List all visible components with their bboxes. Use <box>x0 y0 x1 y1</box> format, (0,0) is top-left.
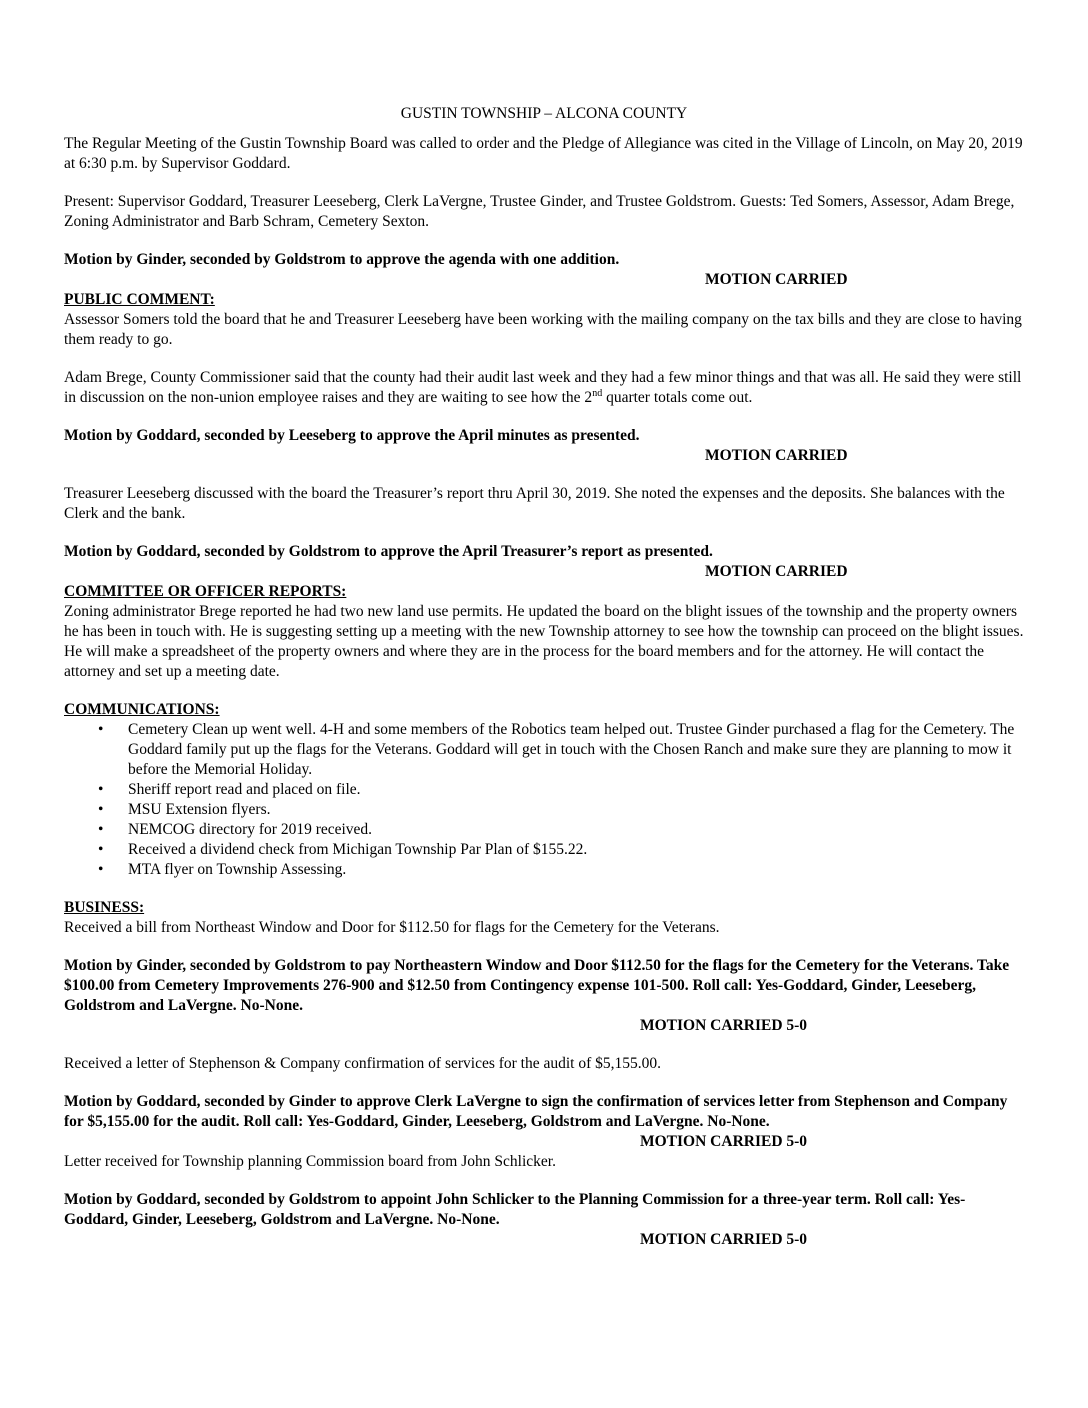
motion-carried-vote-label: MOTION CARRIED 5-0 <box>640 1231 808 1248</box>
commissioner-text-end: quarter totals come out. <box>602 389 753 406</box>
public-comment-heading: PUBLIC COMMENT: <box>64 291 215 308</box>
communications-list <box>64 720 1024 880</box>
business-planning-letter: Letter received for Township planning Commission board from John Schlicker. <box>64 1153 556 1170</box>
business-heading: BUSINESS: <box>64 899 145 916</box>
motion-carried-vote-label: MOTION CARRIED 5-0 <box>640 1133 808 1150</box>
minutes-page <box>64 104 1024 1250</box>
motion-minutes: Motion by Goddard, seconded by Leeseberg to approve the April minutes as presented. <box>64 427 640 444</box>
motion-carried-vote-label: MOTION CARRIED 5-0 <box>640 1017 808 1034</box>
business-audit-paragraph: Received a letter of Stephenson & Company confirmation of services for the audit of $5,155.00. <box>64 1055 662 1072</box>
motion-carried-label: MOTION CARRIED <box>705 563 848 580</box>
treasurer-report-paragraph: Treasurer Leeseberg discussed with the board the Treasurer’s report thru April 30, 2019. She noted the expenses and the deposits. She balances with the Clerk and the bank. <box>64 485 1005 522</box>
bullet-icon: • <box>98 821 104 838</box>
motion-audit-confirmation: Motion by Goddard, seconded by Ginder to approve Clerk LaVergne to sign the confirmation of services letter from Stephenson and Company for $5,155.00 for the audit. Roll call: Yes-Goddard, Ginder, Leeseberg, Goldstrom and LaVergne. No-None. <box>64 1093 1008 1130</box>
motion-pay-bill: Motion by Ginder, seconded by Goldstrom to pay Northeastern Window and Door $112.50 for the flags for the Cemetery for the Veterans. Take $100.00 from Cemetery Improvements 276-900 and $12.50 from Contingency expense 101-500. Roll call: Yes-Goddard, Ginder, Leeseberg, Goldstrom and LaVergne. No-None. <box>64 957 1010 1014</box>
committee-reports-heading: COMMITTEE OR OFFICER REPORTS: <box>64 583 347 600</box>
bullet-icon: • <box>98 841 104 858</box>
list-item: • Sheriff report read and placed on file. <box>98 781 361 798</box>
list-item: • MTA flyer on Township Assessing. <box>98 861 347 878</box>
communications-heading: COMMUNICATIONS: <box>64 701 220 718</box>
list-item: • Cemetery Clean up went well. 4-H and some members of the Robotics team helped out. Trustee Ginder purchased a flag for the Cemetery. The Goddard family put up the flags for the Veterans. Goddard will get in touch with the Chosen Ranch and make sure they are planning to mow it before the Memorial Holiday. <box>98 721 1015 778</box>
attendance-paragraph: Present: Supervisor Goddard, Treasurer Leeseberg, Clerk LaVergne, Trustee Ginder, and Trustee Goldstrom. Guests: Ted Somers, Assessor, Adam Brege, Zoning Administrator and Barb Schram, Cemetery Sexton. <box>64 193 1015 230</box>
motion-carried-label: MOTION CARRIED <box>705 271 848 288</box>
motion-treasurer-report: Motion by Goddard, seconded by Goldstrom to approve the April Treasurer’s report as presented. <box>64 543 713 560</box>
motion-agenda: Motion by Ginder, seconded by Goldstrom to approve the agenda with one addition. <box>64 251 620 268</box>
list-item: • Received a dividend check from Michigan Township Par Plan of $155.22. <box>98 841 588 858</box>
intro-paragraph: The Regular Meeting of the Gustin Township Board was called to order and the Pledge of Allegiance was cited in the Village of Lincoln, on May 20, 2019 at 6:30 p.m. by Supervisor Goddard. <box>64 135 1023 172</box>
list-item: • NEMCOG directory for 2019 received. <box>98 821 373 838</box>
bullet-icon: • <box>98 721 104 738</box>
ordinal-suffix: nd <box>592 387 603 399</box>
document-title: GUSTIN TOWNSHIP – ALCONA COUNTY <box>400 105 688 122</box>
public-comment-commissioner <box>64 368 1024 408</box>
commissioner-text: Adam Brege, County Commissioner said that the county had their audit last week and they had a few minor things and that was all. He said they were still in discussion on the non-union employee raises and they are waiting to see how the 2 <box>64 369 1022 406</box>
bullet-icon: • <box>98 861 104 878</box>
bullet-icon: • <box>98 801 104 818</box>
bullet-icon: • <box>98 781 104 798</box>
motion-planning-commission: Motion by Goddard, seconded by Goldstrom to appoint John Schlicker to the Planning Commission for a three-year term. Roll call: Yes-Goddard, Ginder, Leeseberg, Goldstrom and LaVergne. No-None. <box>64 1191 966 1228</box>
business-bill-paragraph: Received a bill from Northeast Window and Door for $112.50 for flags for the Cemetery for the Veterans. <box>64 919 720 936</box>
committee-reports-paragraph: Zoning administrator Brege reported he had two new land use permits. He updated the board on the blight issues of the township and the property owners he has been in touch with. He is suggesting setting up a meeting with the new Township attorney to see how the township can proceed on the blight issues. He will make a spreadsheet of the property owners and where they are in the process for the board members and for the attorney. He will contact the attorney and set up a meeting date. <box>64 603 1024 680</box>
public-comment-assessor: Assessor Somers told the board that he and Treasurer Leeseberg have been working with the mailing company on the tax bills and they are close to having them ready to go. <box>64 311 1022 348</box>
list-item: • MSU Extension flyers. <box>98 801 271 818</box>
motion-carried-label: MOTION CARRIED <box>705 447 848 464</box>
